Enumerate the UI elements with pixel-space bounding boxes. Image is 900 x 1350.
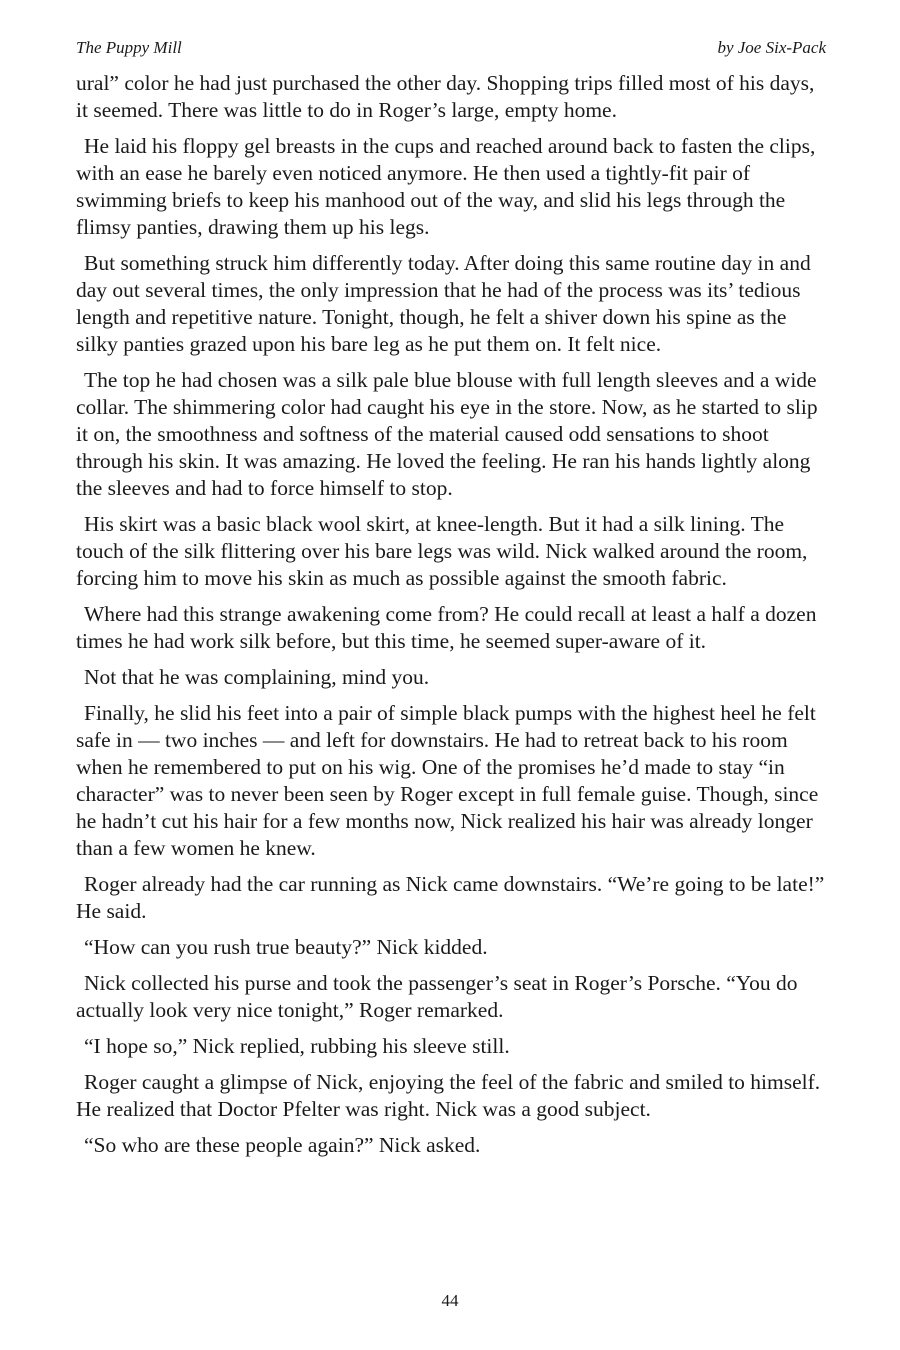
paragraph: Nick collected his purse and took the passenger’s seat in Roger’s Porsche. “You do actually look very nice tonight,” Roger remarked. [76,971,798,1022]
author-name: by Joe Six-Pack [717,38,826,57]
paragraph: “So who are these people again?” Nick asked. [84,1133,481,1157]
paragraph: Finally, he slid his feet into a pair of simple black pumps with the highest heel he felt safe in — two inches — and left for downstairs. He had to retreat back to his room when he remembered to put on his wig. One of the promises he’d made to stay “in character” was to never been seen by Roger except in full female guise. Though, since he hadn’t cut his hair for a few months now, Nick realized his hair was already longer than a few women he knew. [76,701,819,860]
paragraph: The top he had chosen was a silk pale blue blouse with full length sleeves and a wide collar. The shimmering color had caught his eye in the store. Now, as he started to slip it on, the smoothness and softness of the material caused odd sensations to shoot through his skin. It was amazing. He loved the feeling. He ran his hands lightly along the sleeves and had to force himself to stop. [76,368,818,500]
paragraph: ural” color he had just purchased the other day. Shopping trips filled most of his days, it seemed. There was little to do in Roger’s large, empty home. [76,71,815,122]
paragraph: Not that he was complaining, mind you. [84,665,430,689]
paragraph: Roger caught a glimpse of Nick, enjoying the feel of the fabric and smiled to himself. He realized that Doctor Pfelter was right. Nick was a good subject. [76,1070,821,1121]
paragraph: Roger already had the car running as Nick came downstairs. “We’re going to be late!” He said. [76,872,825,923]
paragraph: “I hope so,” Nick replied, rubbing his sleeve still. [84,1034,510,1058]
page-number: 44 [441,1291,459,1310]
paragraph: Where had this strange awakening come from? He could recall at least a half a dozen times he had work silk before, but this time, he seemed super-aware of it. [76,602,817,653]
book-title: The Puppy Mill [76,38,182,57]
paragraph: His skirt was a basic black wool skirt, at knee-length. But it had a silk lining. The touch of the silk flittering over his bare legs was wild. Nick walked around the room, forcing him to move his skin as much as possible against the smooth fabric. [76,512,808,590]
running-header [76,38,826,58]
body-text [76,70,826,1168]
paragraph: But something struck him differently today. After doing this same routine day in and day out several times, the only impression that he had of the process was its’ tedious length and repetitive nature. Tonight, though, he felt a shiver down his spine as the silky panties grazed upon his bare leg as he put them on. It felt nice. [76,251,811,356]
paragraph: “How can you rush true beauty?” Nick kidded. [84,935,488,959]
paragraph: He laid his floppy gel breasts in the cups and reached around back to fasten the clips, with an ease he barely even noticed anymore. He then used a tightly-fit pair of swimming briefs to keep his manhood out of the way, and slid his legs through the flimsy panties, drawing them up his legs. [76,134,816,239]
